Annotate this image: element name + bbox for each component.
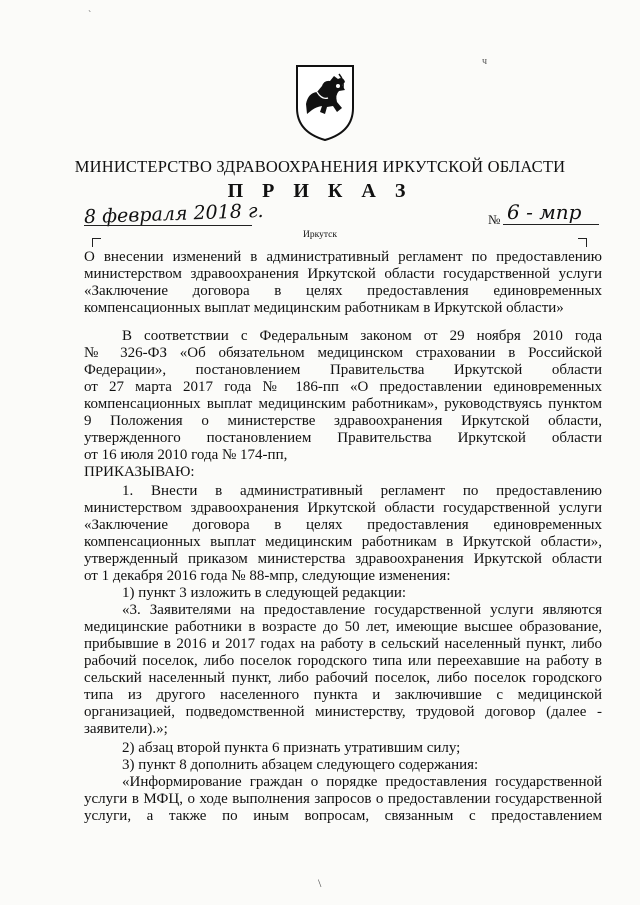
body-line: от 16 июля 2010 года № 174-пп, [84, 447, 288, 463]
quoted-line: услуги в МФЦ, о ходе выполнения запросов о предоставлении государственной [84, 791, 602, 807]
coat-of-arms-emblem [293, 62, 357, 142]
date-underline [84, 225, 252, 226]
list-item: 3) пункт 8 дополнить абзацем следующего содержания: [122, 757, 479, 773]
quoted-line: сельский населенный пункт, либо рабочий поселок, либо поселок городского [84, 670, 602, 686]
ministry-name: МИНИСТЕРСТВО ЗДРАВООХРАНЕНИЯ ИРКУТСКОЙ ОБЛАСТИ [74, 157, 566, 176]
body-line: утвержденный приказом министерства здравоохранения Иркутской области [84, 551, 602, 567]
order-keyword: ПРИКАЗЫВАЮ: [84, 464, 195, 480]
body-line: «Заключение договора в целях предоставления единовременных [84, 517, 602, 533]
title-bracket-left [92, 238, 101, 247]
title-line: О внесении изменений в административный регламент по предоставлению [84, 249, 602, 265]
body-line: № 326-ФЗ «Об обязательном медицинском страховании в Российской [84, 345, 602, 361]
document-type: П Р И К А З [227, 180, 413, 202]
handwritten-number: 6 - мпр [507, 200, 582, 224]
body-line: Федерации», постановлением Правительства Иркутской области [84, 362, 602, 378]
scan-mark: ч [482, 56, 488, 67]
title-line: «Заключение договора в целях предоставления единовременных [84, 283, 602, 299]
handwritten-date: 8 февраля 2018 г. [83, 199, 264, 229]
number-underline [503, 224, 599, 225]
body-line: министерством здравоохранения Иркутской области государственной услуги [84, 500, 602, 516]
city-name: Иркутск [303, 230, 337, 240]
body-line: от 27 марта 2017 года № 186-пп «О предоставлении единовременных [84, 379, 602, 395]
quoted-line: прибывшие в 2016 и 2017 годах на работу в сельский населенный пункт, либо [84, 636, 602, 652]
quoted-line: типа из другого населенного пункта и заключившие с медицинской [84, 687, 602, 703]
number-label: № [488, 212, 501, 227]
list-item: 2) абзац второй пункта 6 признать утратившим силу; [122, 740, 461, 756]
scan-mark: ` [88, 10, 92, 21]
body-line: 9 Положения о министерстве здравоохранения Иркутской области, [84, 413, 602, 429]
body-line: утвержденного постановлением Правительства Иркутской области [84, 430, 602, 446]
title-line: компенсационных выплат медицинским работникам в Иркутской области» [84, 300, 564, 316]
title-line: министерством здравоохранения Иркутской области государственной услуги [84, 266, 602, 282]
body-line: В соответствии с Федеральным законом от 29 ноября 2010 года [122, 328, 602, 344]
quoted-line: медицинские работники в возрасте до 50 лет, имеющие высшее образование, [84, 619, 602, 635]
quoted-line: организацией, подведомственной министерству, трудовой договор (далее - [84, 704, 602, 720]
quoted-line: рабочий поселок, либо поселок городского типа или переехавшие на работу в [84, 653, 602, 669]
list-item: 1) пункт 3 изложить в следующей редакции: [122, 585, 407, 601]
body-line: компенсационных выплат медицинским работникам в Иркутской области», [84, 534, 602, 550]
quoted-line: «Информирование граждан о порядке предоставления государственной [122, 774, 602, 790]
quoted-line: заявители).»; [84, 721, 168, 737]
scan-mark: \ [318, 876, 322, 890]
body-line: 1. Внести в административный регламент по предоставлению [122, 483, 602, 499]
quoted-line: услуги, а также по иным вопросам, связанным с предоставлением [84, 808, 602, 824]
title-bracket-right [578, 238, 587, 247]
body-line: компенсационных выплат медицинским работникам», руководствуясь пунктом [84, 396, 602, 412]
quoted-line: «3. Заявителями на предоставление государственной услуги являются [122, 602, 602, 618]
body-line: от 1 декабря 2016 года № 88-мпр, следующие изменения: [84, 568, 451, 584]
